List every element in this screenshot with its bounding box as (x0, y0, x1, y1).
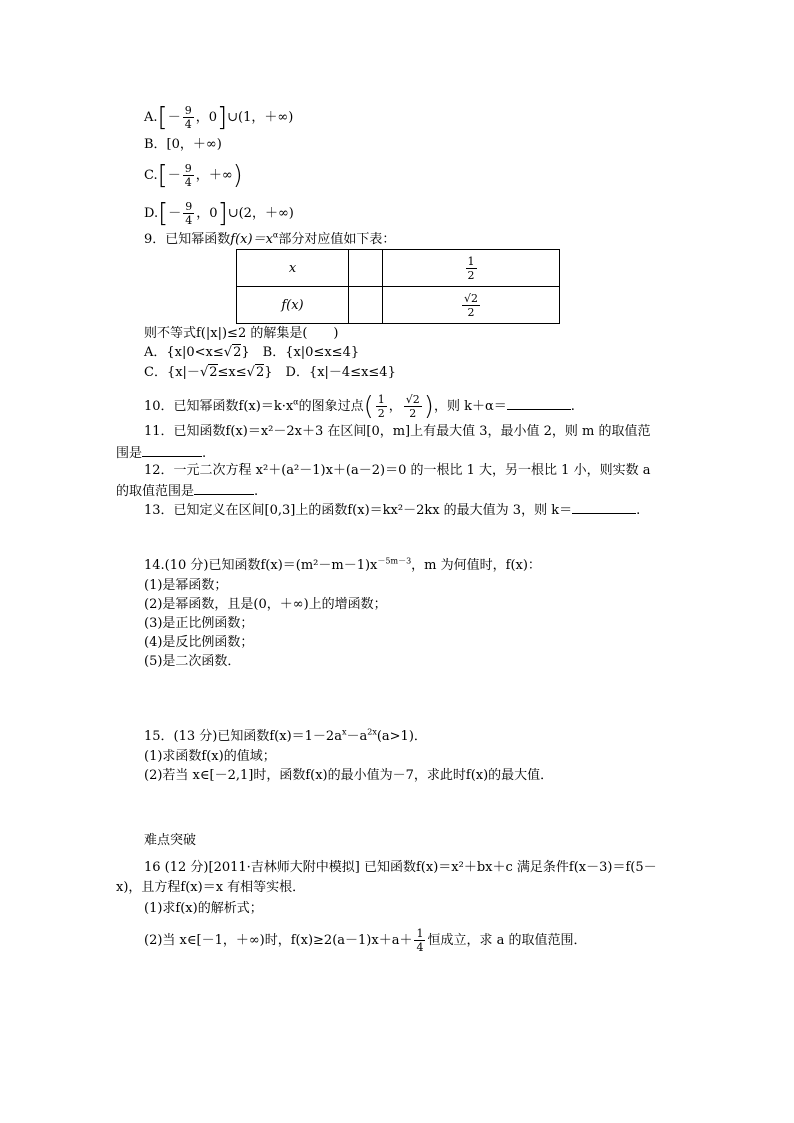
list-item: (5)是二次函数． (144, 654, 241, 669)
fraction (183, 104, 194, 131)
q9-options-cd: C．{x|－√2≤x≤√2} D．{x|－4≤x≤4} (144, 365, 396, 380)
list-item: (2)是幂函数，且是(0，＋∞)上的增函数； (144, 597, 387, 612)
q16-line1: 16 (12 分)[2011·吉林师大附中模拟] 已知函数f(x)＝x²＋bx＋c 满足条件f(x－3)＝f(5－ (144, 860, 657, 875)
right-paren: ) (232, 160, 243, 191)
radicand: 2 (233, 345, 242, 360)
q9-stem-text: 9．已知幂函数 (144, 232, 231, 247)
fraction (462, 292, 480, 319)
q11-line2: 围是 . (116, 446, 207, 461)
option-b: B．{x|0≤x≤4} (262, 345, 360, 360)
exponent: x (341, 727, 347, 737)
q14-stem (144, 558, 541, 574)
q16-item2-text: (2)当 x∈[－1，＋∞)时，f(x)≥2(a－1)x＋a＋ (144, 933, 413, 948)
right-paren: ) (423, 391, 434, 422)
list-item: (4)是反比例函数； (144, 635, 254, 650)
option-c: C．{x|－ (144, 365, 200, 380)
option-a: A．{x|0<x≤ (144, 345, 224, 360)
answer-blank[interactable] (572, 501, 636, 514)
q10-text: 10．已知幂函数f(x)＝k·x (144, 399, 294, 414)
q14-tail: ，m 为何值时，f(x)： (411, 558, 541, 573)
numerator: 1 (377, 393, 385, 406)
q13-text: 13．已知定义在区间[0,3]上的函数f(x)＝kx²－2kx 的最大值为 3，则 k＝ (144, 503, 573, 518)
table-row (237, 250, 560, 287)
q8-option-c: C.[－ $\frac{9}{4}$ ，＋∞) (144, 160, 243, 191)
option-d-label: D. (144, 206, 159, 221)
answer-blank[interactable] (507, 397, 571, 410)
exponent: α (293, 397, 299, 407)
q15-text: 15．(13 分)已知函数f(x)＝1－2a (144, 729, 342, 744)
exponent: 2x (367, 727, 377, 737)
left-bracket: [ (158, 198, 169, 229)
q11-tail: 围是 (116, 446, 143, 461)
radicand: 2 (209, 365, 218, 380)
table-cell-empty (349, 287, 383, 324)
denominator: 2 (467, 268, 475, 282)
fraction (404, 393, 422, 420)
interval-end: ＋∞ (208, 168, 233, 183)
answer-blank[interactable] (194, 482, 254, 495)
q16-item2-tail: 恒成立，求 a 的取值范围． (427, 933, 587, 948)
numerator: 1 (467, 254, 475, 268)
list-item: (1)是幂函数； (144, 578, 228, 593)
section-title: 难点突破 (144, 833, 197, 848)
numerator: 9 (185, 200, 193, 213)
table-row (237, 287, 560, 324)
q10: 10．已知幂函数$f(x)=k\cdot x^\alpha$的图象过点( $\frac{1}{2}$ ， $\frac{√2}{2}$ )，则 k＋α＝ . (144, 391, 575, 422)
q15-stem (144, 729, 427, 745)
denominator: 2 (377, 407, 385, 420)
table-row-label: x (237, 250, 349, 287)
denominator: 4 (185, 214, 193, 227)
q14-text: 14.(10 分)已知函数f(x)＝(m²－m－1)x (144, 558, 378, 573)
exponent: α (272, 230, 279, 240)
list-item: (1)求函数f(x)的值域； (144, 749, 276, 764)
denominator: 4 (184, 118, 192, 131)
right-bracket: ] (217, 198, 228, 229)
q12-tail: 的取值范围是 (116, 484, 195, 499)
table-cell-empty (349, 250, 383, 287)
left-bracket: [ (157, 160, 168, 191)
q10-end: ，则 k＋α＝ (433, 399, 507, 414)
fraction (414, 927, 425, 954)
q15-mid: －a (346, 729, 368, 744)
union-part: ∪(1，＋∞) (227, 110, 294, 125)
left-bracket: [ (157, 102, 168, 133)
exponent: －5m－3 (377, 556, 412, 566)
q16-line2: x)，且方程f(x)＝x 有相等实根． (116, 880, 306, 895)
table-cell-value (383, 250, 560, 287)
numerator: 1 (416, 927, 424, 940)
table-cell-value (383, 287, 560, 324)
q9-options-ab: A．{x|0<x≤√2} B．{x|0≤x≤4} (144, 345, 360, 360)
q12-line2: 的取值范围是 . (116, 484, 259, 499)
numerator: 9 (184, 162, 192, 175)
option-a-label: A. (144, 110, 158, 125)
radicand: 2 (255, 365, 265, 380)
answer-blank[interactable] (142, 444, 202, 457)
list-item: (2)若当 x∈[－2,1]时，函数f(x)的最小值为－7，求此时f(x)的最大值． (144, 768, 554, 783)
fraction (183, 200, 194, 227)
q15-tail: (a>1)． (376, 729, 427, 744)
q12-line1: 12．一元二次方程 x²＋(a²－1)x＋(a－2)＝0 的一根比 1 大，另一根比 1 小，则实数 a (144, 463, 651, 478)
interval-end: 0 (209, 206, 218, 221)
q9-question: 则不等式f(|x|)≤2 的解集是( ) (144, 326, 339, 341)
fraction (183, 162, 194, 189)
q9-stem (144, 232, 395, 248)
q13: 13．已知定义在区间[0,3]上的函数f(x)＝kx²－2kx 的最大值为 3，则 k＝ . (144, 503, 641, 518)
q9-stem-tail: 部分对应值如下表： (278, 232, 396, 247)
q10-mid: 的图象过点 (298, 399, 364, 414)
numerator: √2 (405, 393, 420, 406)
denominator: 2 (467, 305, 475, 319)
numerator: √2 (463, 291, 478, 305)
union-part: ∪(2，＋∞) (227, 206, 294, 221)
q9-function: f(x)＝x (230, 232, 273, 247)
list-item: (1)求f(x)的解析式； (144, 901, 263, 916)
q11-line1: 11．已知函数f(x)＝x²－2x＋3 在区间[0，m]上有最大值 3，最小值 2，则 m 的取值范 (144, 424, 651, 439)
option-c-end: } (264, 365, 273, 380)
denominator: 2 (409, 407, 417, 420)
q8-option-b: B．[0，＋∞) (144, 137, 222, 152)
option-d: D．{x|－4≤x≤4} (285, 365, 396, 380)
right-bracket: ] (217, 102, 228, 133)
q8-option-d: D.[－ $\frac{9}{4}$ ，0]∪(2，＋∞) (144, 198, 294, 229)
list-item: (3)是正比例函数； (144, 616, 254, 631)
denominator: 4 (184, 176, 192, 189)
option-c-label: C. (144, 168, 158, 183)
list-item (144, 927, 586, 954)
left-paren: ( (363, 391, 374, 422)
fraction (466, 255, 477, 282)
option-a-end: } (241, 345, 250, 360)
table-row-label: f(x) (237, 287, 349, 324)
value-table (236, 249, 560, 324)
option-c-mid: ≤x≤ (217, 365, 247, 380)
q8-option-a: A.[－ $\frac{9}{4}$ ，0]∪(1，＋∞) (144, 102, 294, 133)
denominator: 4 (416, 941, 424, 954)
interval-end: 0 (208, 110, 217, 125)
numerator: 9 (184, 104, 192, 117)
fraction (376, 393, 387, 420)
